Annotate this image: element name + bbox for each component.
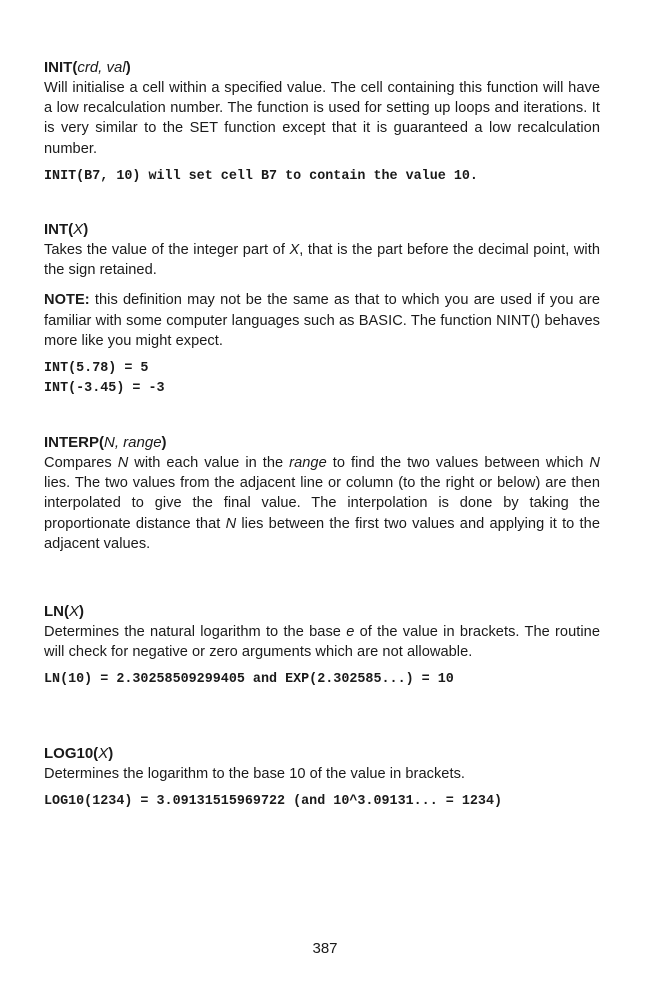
entry-description: [44, 453, 600, 554]
entry-heading-log10: [44, 744, 600, 764]
italic-variable: range: [289, 455, 327, 471]
text-run: of the value in brackets. The routine will check for negative or zero arguments which are not allowable.: [44, 624, 600, 661]
text-run: lies. The two values from the adjacent line or column (to the right or below) are then interpolated to give the final value. The interpolation is done by taking the proportionate distance that: [44, 475, 600, 532]
code-example: LOG10(1234) = 3.09131515969722 (and 10^3.09131... = 1234): [44, 794, 503, 810]
function-args: N, range: [104, 434, 162, 451]
entry-interp: [44, 433, 600, 554]
italic-variable: N: [225, 515, 237, 532]
code-example: INIT(B7, 10) will set cell B7 to contain the value 10.: [44, 168, 478, 184]
text-run: Takes the value of the integer part of: [44, 242, 290, 258]
function-args: crd, val: [77, 59, 126, 76]
function-args: X: [98, 745, 109, 762]
text-run: , that is the part before the decimal point, with the sign retained.: [44, 242, 600, 279]
text-run: Determines the natural logarithm to the base: [44, 624, 347, 640]
function-args: X: [73, 221, 84, 238]
code-example: LN(10) = 2.30258509299405 and EXP(2.302585...) = 10: [44, 672, 454, 688]
function-close: ): [161, 434, 167, 451]
code-example: INT(-3.45) = -3: [44, 381, 165, 397]
entry-description: [44, 622, 600, 662]
page-number: 387: [312, 940, 338, 957]
italic-variable: X: [289, 242, 300, 258]
function-args: X: [69, 603, 80, 620]
code-example: INT(5.78) = 5: [44, 361, 149, 377]
note-text: this definition may not be the same as that to which you are used if you are familiar with some computer languages such as BASIC. The function NINT() behaves more like you might expect.: [44, 292, 600, 349]
note-label: NOTE:: [44, 292, 90, 309]
function-name: LN(: [44, 603, 69, 620]
italic-variable: N: [117, 455, 129, 471]
italic-variable: N: [589, 455, 600, 471]
text-run: lies between the first two values and applying it to the adjacent values.: [44, 515, 600, 552]
entry-description: [44, 240, 600, 280]
function-close: ): [125, 59, 131, 76]
function-name: INTERP(: [44, 434, 104, 451]
function-name: LOG10(: [44, 745, 99, 762]
function-name: INT(: [44, 221, 74, 238]
text-run: Compares: [44, 455, 118, 471]
entry-heading-interp: [44, 433, 600, 453]
function-close: ): [79, 603, 85, 620]
entry-description: Will initialise a cell within a specified value. The cell containing this function will have a low recalculation number. The function is used for setting up loops and iterations. It is very similar to the SET function except that it is guaranteed a low recalculation number.: [44, 80, 600, 157]
entry-log10: [44, 744, 600, 812]
note-paragraph: [44, 290, 600, 351]
italic-variable: e: [346, 624, 355, 640]
function-close: ): [83, 221, 89, 238]
entry-ln: [44, 602, 600, 690]
entry-description: Determines the logarithm to the base 10 of the value in brackets.: [44, 766, 466, 782]
entry-heading-int: [44, 220, 600, 240]
function-close: ): [108, 745, 114, 762]
text-run: to find the two values between which: [326, 455, 590, 471]
entry-heading-ln: [44, 602, 600, 622]
text-run: with each value in the: [128, 455, 290, 471]
function-name: INIT(: [44, 59, 78, 76]
entry-int: [44, 220, 600, 399]
entry-heading-init: [44, 58, 600, 78]
entry-init: [44, 58, 600, 187]
